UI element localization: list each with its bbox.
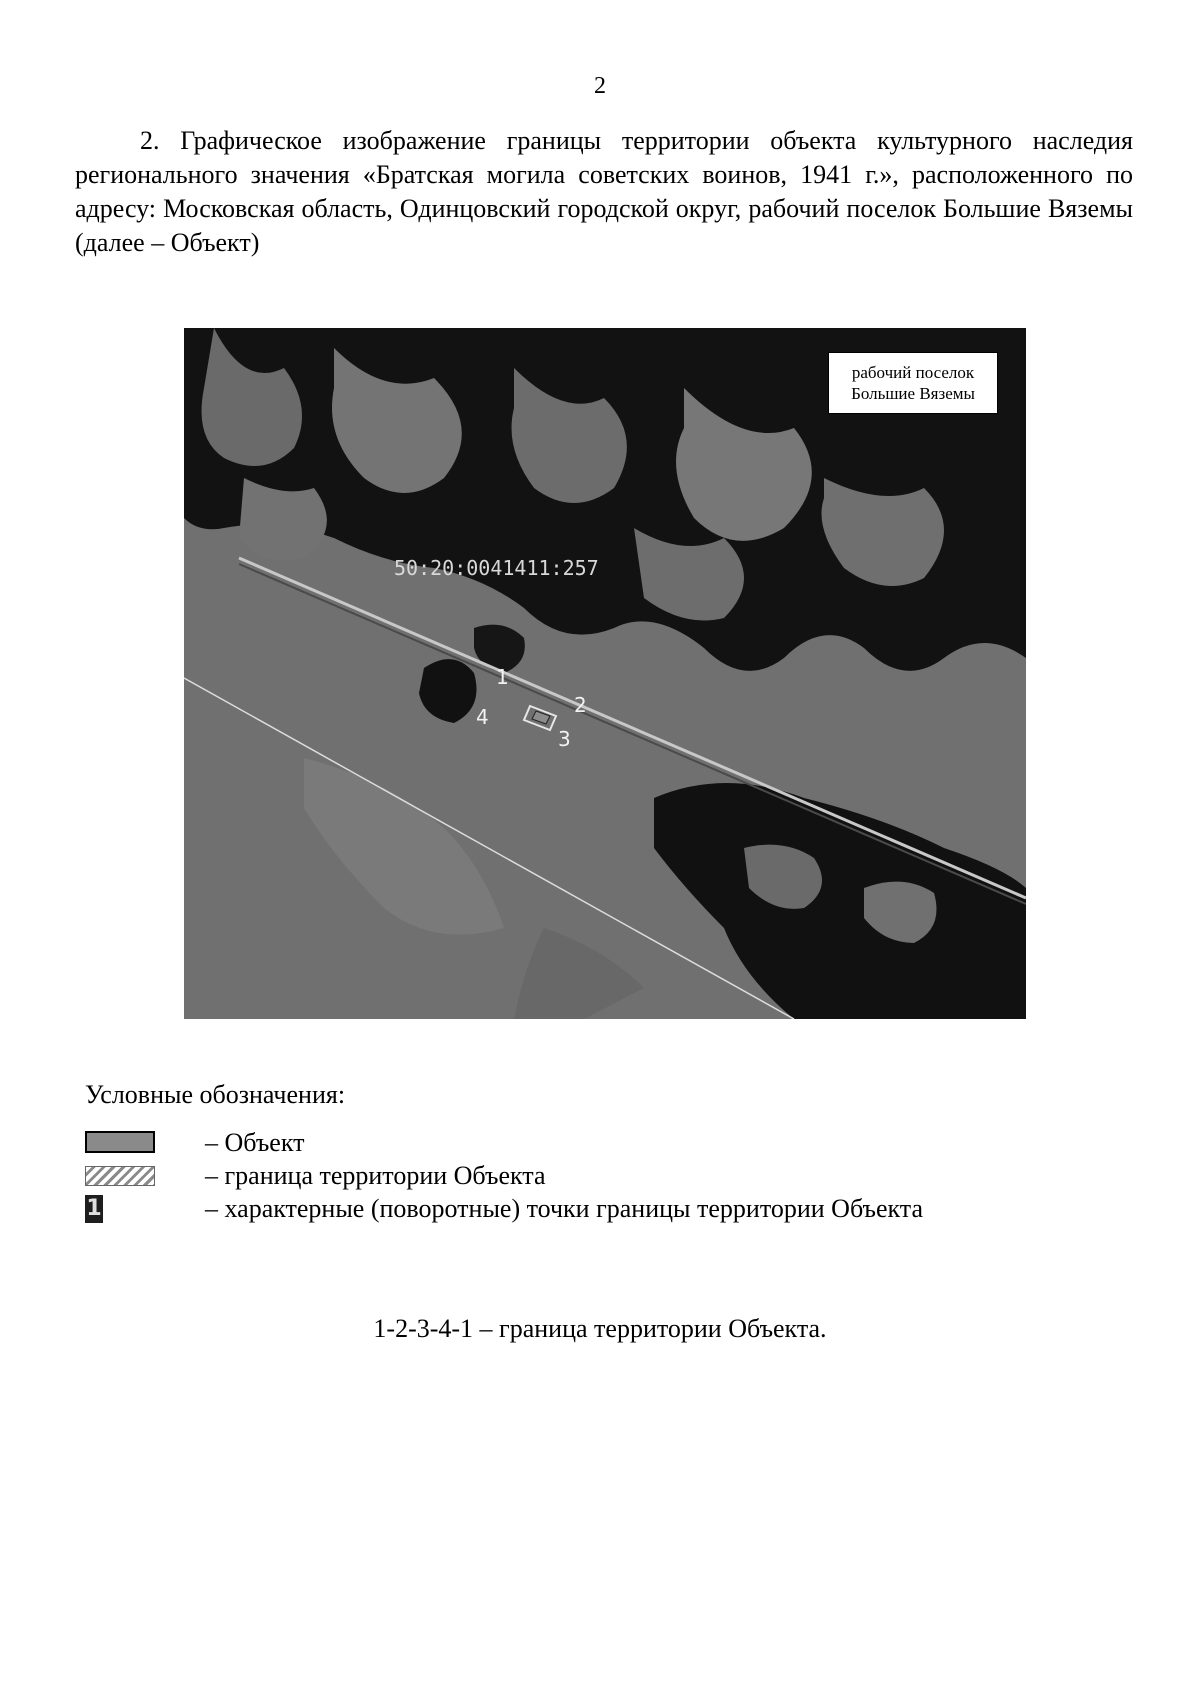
legend-title: Условные обозначения: xyxy=(85,1080,346,1109)
legend-item-object xyxy=(85,1128,1135,1158)
cadastral-number: 50:20:0041411:257 xyxy=(394,556,599,580)
legend-item-points xyxy=(85,1194,1135,1224)
object-swatch xyxy=(85,1131,155,1153)
settlement-label xyxy=(828,352,998,414)
boundary-map xyxy=(184,328,1026,1019)
legend-item-label: – характерные (поворотные) точки границы территории Объекта xyxy=(205,1194,924,1223)
boundary-point-4: 4 xyxy=(476,705,489,729)
legend-item-label: – Объект xyxy=(205,1128,305,1157)
aerial-imagery xyxy=(184,328,1026,1019)
legend-item-label: – граница территории Объекта xyxy=(205,1161,546,1190)
boundary-point-3: 3 xyxy=(558,727,571,751)
settlement-label-line1: рабочий поселок xyxy=(851,363,975,382)
settlement-label-line2: Большие Вяземы xyxy=(851,384,975,403)
legend-item-boundary xyxy=(85,1161,1135,1191)
hatched-boundary-swatch xyxy=(85,1166,155,1186)
page-number: 2 xyxy=(594,73,606,99)
boundary-summary: 1-2-3-4-1 – граница территории Объекта. xyxy=(373,1314,827,1343)
boundary-point-1: 1 xyxy=(496,665,509,689)
point-marker-swatch: 1 xyxy=(86,1196,102,1221)
intro-paragraph: 2. Графическое изображение границы территории объекта культурного наследия регионального значения «Братская могила советских воинов, 1941 г.», расположенного по адресу: Московская область, Одинцовский городской округ, рабочий поселок Большие Вяземы (далее – Объект) xyxy=(75,126,1133,257)
boundary-point-2: 2 xyxy=(574,693,587,717)
